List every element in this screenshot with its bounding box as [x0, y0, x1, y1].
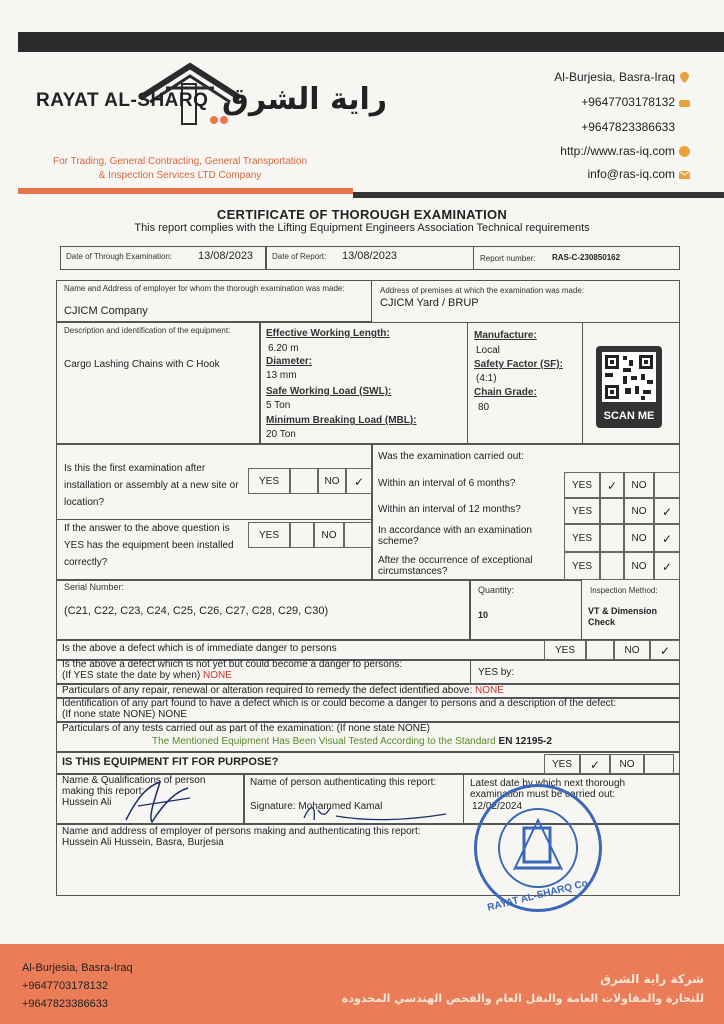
- scheme-yes[interactable]: YES: [564, 524, 600, 552]
- authenticator-signature-icon: [300, 796, 450, 826]
- ewl-value: 6.20 m: [268, 343, 299, 354]
- equipment-desc-label: Description and identification of the equipment:: [64, 326, 231, 335]
- authenticator-signature: Signature: Mohammed Kamal: [250, 801, 383, 812]
- report-date-label: Date of Report:: [272, 252, 327, 261]
- footer-phone-2: +9647823386633: [22, 998, 108, 1010]
- safety-factor-label: Safety Factor (SF):: [474, 359, 563, 370]
- header-orange-bar: [18, 188, 353, 194]
- contact-email: [587, 167, 690, 181]
- scheme-no[interactable]: NO: [624, 524, 654, 552]
- footer-arabic-name: شركة راية الشرق: [600, 972, 704, 986]
- certificate-title: CERTIFICATE OF THOROUGH EXAMINATION: [216, 207, 508, 222]
- defect-immediate-no-check[interactable]: ✓: [650, 640, 680, 660]
- repair-none: NONE: [475, 685, 504, 696]
- qualification-label: Name & Qualifications of person making this report:: [62, 775, 206, 797]
- defect-future-question: [62, 659, 402, 681]
- equipment-desc-value: Cargo Lashing Chains with C Hook: [64, 359, 220, 370]
- exceptional-no-check[interactable]: ✓: [654, 552, 680, 580]
- swl-value: 5 Ton: [266, 400, 291, 411]
- exam-date-value: 13/08/2023: [198, 250, 254, 262]
- contact-address: [554, 70, 690, 84]
- safety-factor-value: (4:1): [476, 373, 497, 384]
- exceptional-yes-box[interactable]: [600, 552, 624, 580]
- defect-future-line2: (If YES state the date by when): [62, 670, 201, 681]
- contact-phone-1: [581, 95, 690, 109]
- interval-6-question: Within an interval of 6 months?: [378, 478, 516, 489]
- qr-pattern-icon: [596, 346, 662, 408]
- employer-persons-value: Hussein Ali Hussein, Basra, Burjesia: [62, 837, 224, 848]
- first-exam-no-check[interactable]: ✓: [346, 468, 372, 494]
- tagline-line-1: For Trading, General Contracting, General Transportation: [52, 156, 308, 167]
- interval-12-yes-box[interactable]: [600, 498, 624, 524]
- method-value: VT & Dimension Check: [588, 606, 658, 627]
- first-exam-question: Is this the first examination after installation or assembly at a new site or location?: [64, 463, 239, 508]
- globe-icon: [679, 146, 690, 157]
- contact-address-text: Al-Burjesia, Basra-Iraq: [554, 70, 675, 84]
- interval-12-no[interactable]: NO: [624, 498, 654, 524]
- tagline-line-2: & Inspection Services LTD Company: [98, 170, 262, 181]
- authenticator-label: Name of person authenticating this report:: [250, 777, 437, 788]
- yes-by-label: YES by:: [478, 667, 515, 678]
- diameter-label: Diameter:: [266, 356, 313, 367]
- tests-text: [152, 736, 552, 747]
- contact-phone-1-text: +9647703178132: [581, 95, 675, 109]
- phone-icon: [679, 97, 690, 108]
- header-top-bar: [18, 32, 724, 52]
- ident-line1: Identification of any part found to have a defect which is or could become a danger to persons and a description of the defect:: [62, 698, 617, 709]
- first-exam-yes-box[interactable]: [290, 468, 318, 494]
- ewl-label: Effective Working Length:: [266, 328, 390, 339]
- next-exam-label: Latest date by which next thorough examination must be carried out:: [470, 778, 626, 800]
- premises-value: CJICM Yard / BRUP: [380, 297, 479, 309]
- stamp-text: RAYAT AL-SHARQ Co.: [486, 877, 592, 914]
- chain-grade-label: Chain Grade:: [474, 387, 537, 398]
- equipment-desc-cell: [56, 322, 260, 444]
- quantity-label: Quantity:: [478, 585, 515, 595]
- first-exam-no[interactable]: NO: [318, 468, 346, 494]
- employer-label: Name and Address of employer for whom the thorough examination was made:: [64, 284, 345, 293]
- ident-none: NONE: [158, 709, 188, 720]
- quantity-value: 10: [478, 610, 489, 620]
- tests-standard: EN 12195-2: [498, 736, 552, 747]
- mbl-label: Minimum Breaking Load (MBL):: [266, 415, 417, 426]
- defect-immediate-question: Is the above a defect which is of immediate danger to persons: [62, 643, 337, 654]
- chain-grade-value: 80: [478, 402, 490, 413]
- interval-6-no[interactable]: NO: [624, 472, 654, 498]
- installed-question: If the answer to the above question is YES has the equipment been installed correctly?: [64, 523, 234, 568]
- scheme-yes-box[interactable]: [600, 524, 624, 552]
- footer-phone-1: +9647703178132: [22, 980, 108, 992]
- diameter-value: 13 mm: [266, 370, 297, 381]
- was-carried-out-label: Was the examination carried out:: [378, 451, 524, 462]
- contact-website: [560, 144, 690, 158]
- tests-text-body: The Mentioned Equipment Has Been Visual Tested According to the Standard: [152, 736, 496, 747]
- swl-label: Safe Working Load (SWL):: [266, 386, 392, 397]
- repair-label-text: Particulars of any repair, renewal or alteration required to remedy the defect identified above:: [62, 685, 473, 696]
- contact-email-text: info@ras-iq.com: [587, 167, 675, 181]
- qualification-name: Hussein Ali: [62, 797, 112, 808]
- footer-address: Al-Burjesia, Basra-Iraq: [22, 962, 133, 974]
- qr-code[interactable]: [596, 346, 662, 428]
- method-label: Inspection Method:: [590, 586, 658, 595]
- defect-immediate-no[interactable]: NO: [614, 640, 650, 660]
- installed-no[interactable]: NO: [314, 522, 344, 548]
- exam-date-label: Date of Through Examination:: [66, 252, 173, 261]
- interval-12-no-check[interactable]: ✓: [654, 498, 680, 524]
- exceptional-yes[interactable]: YES: [564, 552, 600, 580]
- manufacture-label: Manufacture:: [474, 330, 537, 341]
- report-number-label: Report number:: [480, 254, 536, 263]
- interval-6-yes[interactable]: YES: [564, 472, 600, 498]
- installed-yes[interactable]: YES: [248, 522, 290, 548]
- serial-label: Serial Number:: [64, 582, 125, 592]
- mail-icon: [679, 169, 690, 180]
- report-date-value: 13/08/2023: [342, 250, 398, 262]
- employer-persons-label: Name and address of employer of persons making and authenticating this report:: [62, 826, 421, 837]
- fit-no[interactable]: NO: [610, 754, 644, 774]
- company-tagline: [30, 155, 330, 183]
- defect-immediate-yes-box[interactable]: [586, 640, 614, 660]
- location-icon: [679, 72, 690, 83]
- inspector-signature-icon: [118, 776, 198, 826]
- fit-no-box[interactable]: [644, 754, 674, 774]
- scheme-no-check[interactable]: ✓: [654, 524, 680, 552]
- installed-yes-box[interactable]: [290, 522, 314, 548]
- contact-phone-2: [581, 120, 675, 134]
- ident-line2: (If none state NONE): [62, 709, 156, 720]
- contact-phone-2-text: +9647823386633: [581, 120, 675, 134]
- interval-6-no-box[interactable]: [654, 472, 680, 498]
- defect-future-line1: Is the above a defect which is not yet but could become a danger to persons:: [62, 659, 403, 670]
- interval-12-yes[interactable]: YES: [564, 498, 600, 524]
- fit-yes[interactable]: YES: [544, 754, 580, 774]
- certificate-subtitle: This report complies with the Lifting Equipment Engineers Association Technical requirements: [134, 222, 590, 234]
- repair-label: [62, 685, 504, 697]
- installed-no-box[interactable]: [344, 522, 372, 548]
- interval-6-yes-check[interactable]: ✓: [600, 472, 624, 498]
- scan-me-label: SCAN ME: [603, 410, 655, 422]
- logo-english: RAYAT AL-SHARQ: [36, 90, 209, 111]
- premises-label: Address of premises at which the examination was made:: [380, 286, 585, 295]
- ident-label: [62, 698, 678, 720]
- report-number-value: RAS-C-230850162: [552, 253, 621, 262]
- employer-value: CJICM Company: [64, 305, 148, 317]
- defect-future-none: NONE: [203, 670, 232, 681]
- exceptional-question: After the occurrence of exceptional circumstances?: [378, 555, 533, 577]
- logo-arabic: راية الشرق: [222, 82, 388, 117]
- fit-yes-check[interactable]: ✓: [580, 754, 610, 774]
- footer-arabic-desc: للتجارة والمقاولات العامة والنقل العام والفحص الهندسي المحدودة: [341, 992, 704, 1005]
- mbl-value: 20 Ton: [266, 429, 296, 440]
- scheme-question: In accordance with an examination scheme?: [378, 525, 532, 547]
- exceptional-no[interactable]: NO: [624, 552, 654, 580]
- contact-website-text: http://www.ras-iq.com: [560, 144, 675, 158]
- tests-label: Particulars of any tests carried out as part of the examination: (If none state NONE): [62, 723, 430, 734]
- serial-value: (C21, C22, C23, C24, C25, C26, C27, C28, C29, C30): [64, 605, 329, 617]
- first-exam-yes[interactable]: YES: [248, 468, 290, 494]
- manufacture-value: Local: [476, 345, 500, 356]
- fit-label: IS THIS EQUIPMENT FIT FOR PURPOSE?: [62, 756, 279, 768]
- defect-immediate-yes[interactable]: YES: [544, 640, 586, 660]
- next-exam-date: 12/02/2024: [472, 801, 523, 812]
- interval-12-question: Within an interval of 12 months?: [378, 504, 521, 515]
- header-dark-bar: [353, 192, 724, 198]
